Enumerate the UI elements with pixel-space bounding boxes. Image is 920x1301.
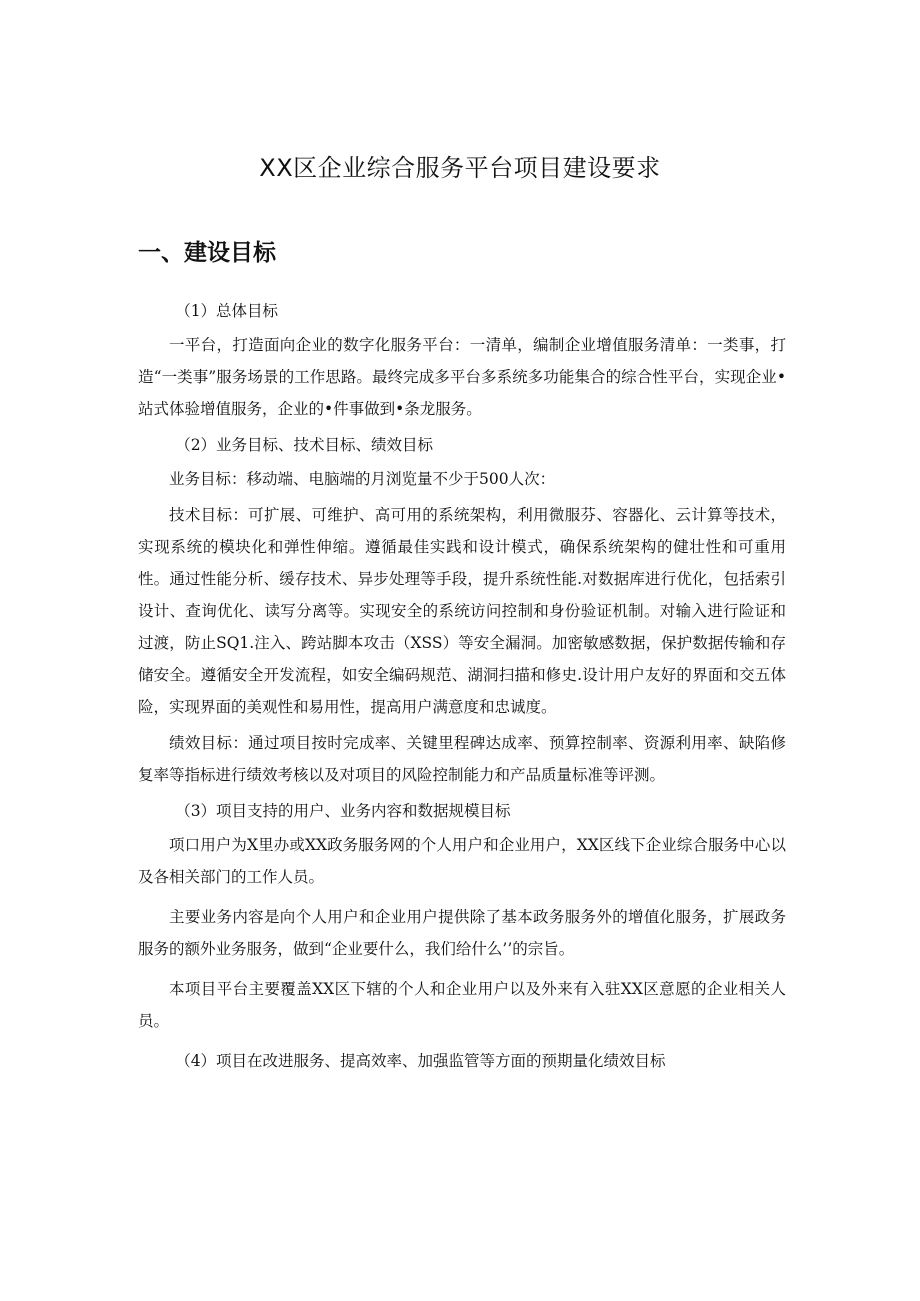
paragraph-tech-goal: 技术目标：可扩展、可维护、高可用的系统架构，利用微服芬、容器化、云计算等技术，实现系统的模块化和弹性伸缩。遵循最佳实践和设计模式，确保系统架构的健壮性和可重用性。通过性能分析、缓存技术、异步处理等手段，提升系统性能.对数据库进行优化，包括索引设计、查询优化、读写分离等。实现安全的系统访问控制和身份验证机制。对输入进行险证和过渡，防止SQ1.注入、跨站脚本攻击（XSS）等安全漏洞。加密敏感数据，保护数据传输和存储安全。遵循安全开发流程，如安全编码规范、湖洞扫描和修史.设计用户友好的界面和交五体险，实现界面的美观性和易用性，提高用户满意度和忠诚度。: [138, 506, 786, 716]
paragraph-users: 项口用户为X里办或XX政务服务网的个人用户和企业用户，XX区线下企业综合服务中心以及各相关部门的工作人员。: [138, 836, 786, 886]
section-heading: 一、建设目标: [138, 240, 276, 266]
paragraph-business-content: 主要业务内容是向个人用户和企业用户提供除了基本政务服务外的增值化服务，扩展政务服务的额外业务服务，做到“企业要什么，我们给什么’’的宗旨。: [138, 908, 786, 958]
paragraph-overall-goal: 一平台，打造面向企业的数字化服务平台：一清单，编制企业增值服务清单：一类事，打造“一类事”服务场景的工作思路。最终完成多平台多系统多功能集合的综合性平台，实现企业•站式体验增值服务，企业的•件事做到•条龙服务。: [138, 336, 786, 418]
paragraph-coverage: 本项目平台主要覆盖XX区下辖的个人和企业用户以及外来有入驻XX区意愿的企业相关人员。: [138, 980, 786, 1030]
paragraph-business-goal: 业务目标：移动端、电脑端的月浏览量不少于500人次：: [169, 470, 556, 488]
document-body: [138, 295, 786, 1079]
subheading-quantified-goals: （4）项目在改进服务、提高效率、加强监管等方面的预期量化绩效目标: [175, 1052, 666, 1070]
document-title: XX区企业综合服务平台项目建设要求: [259, 154, 661, 182]
subheading-users-scale: （3）项目支持的用户、业务内容和数据规模目标: [175, 802, 511, 820]
paragraph-performance-goal: 绩效目标：通过项目按时完成率、关键里程碑达成率、预算控制率、资源利用率、缺陷修复率等指标进行绩效考核以及对项目的风险控制能力和产品质量标准等评测。: [138, 734, 786, 784]
subheading-business-tech-performance: （2）业务目标、技术目标、绩效目标: [175, 436, 434, 454]
subheading-overall-goal: （1）总体目标: [175, 302, 279, 320]
